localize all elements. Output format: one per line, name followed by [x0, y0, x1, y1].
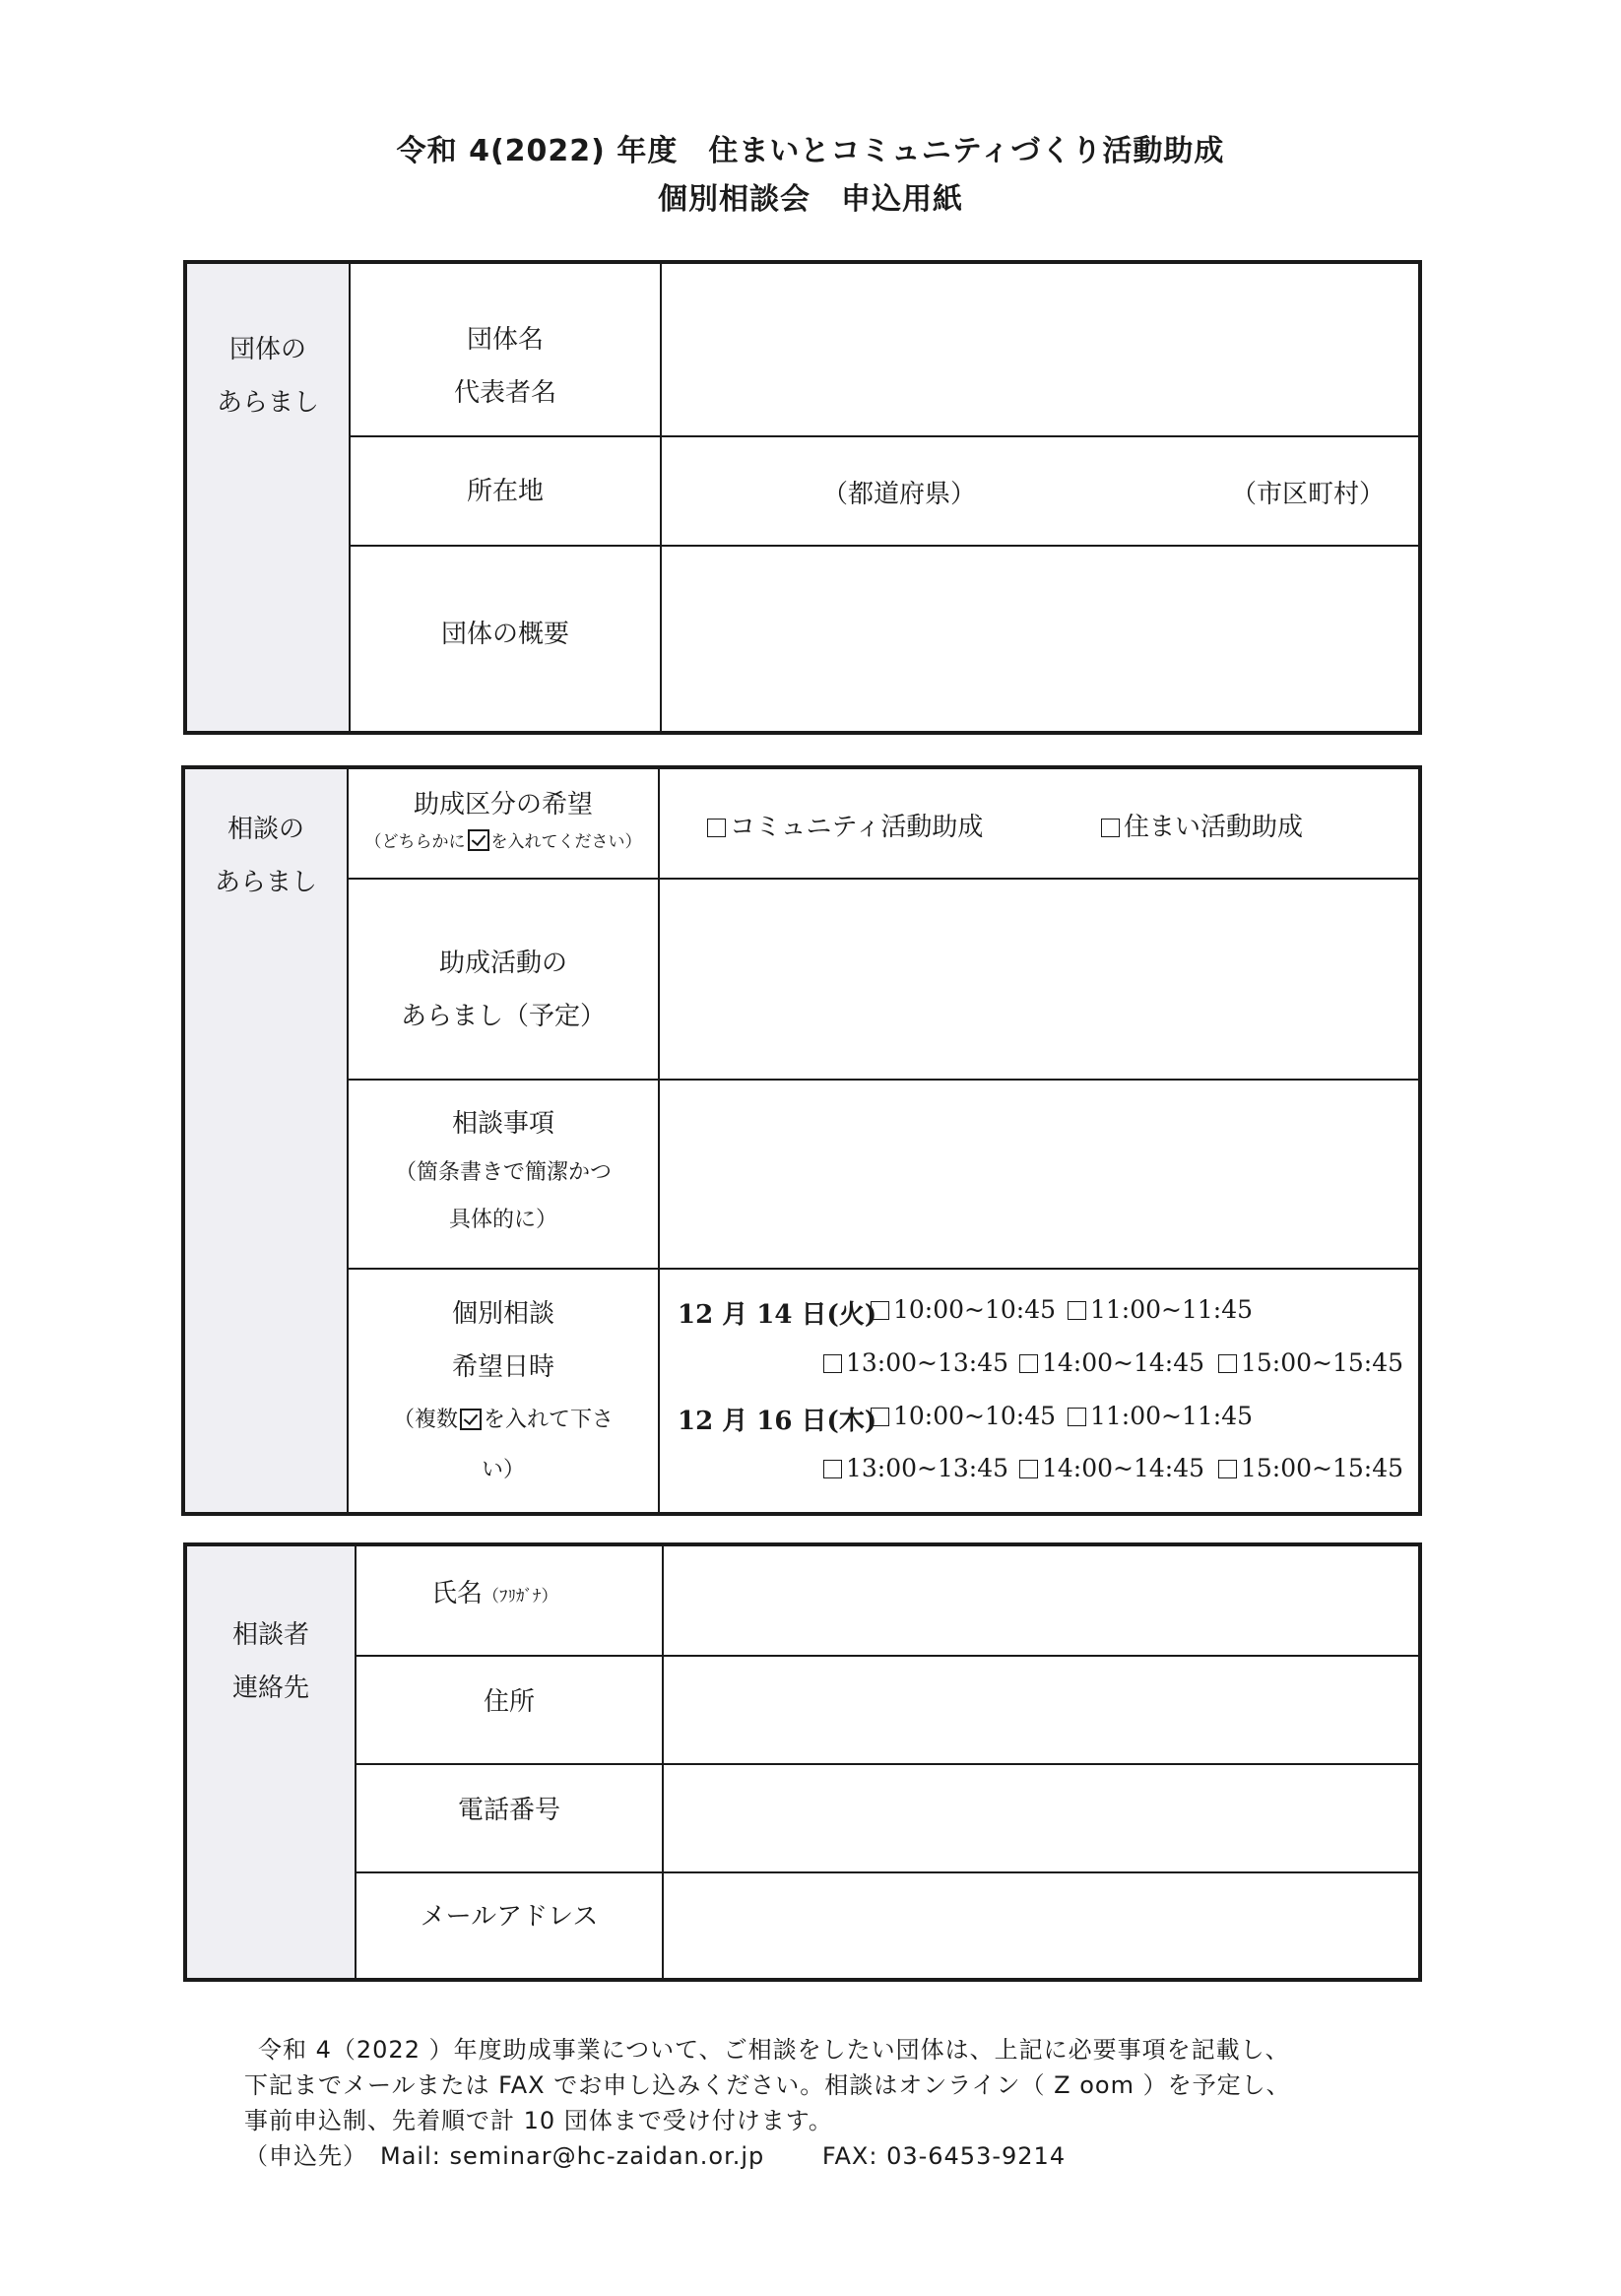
checkbox-icon[interactable]: [823, 1354, 842, 1373]
checkbox-icon[interactable]: [707, 819, 726, 837]
checkbox-icon[interactable]: [1019, 1460, 1038, 1478]
slot-dec14-1300[interactable]: [823, 1348, 1008, 1377]
form-title: 令和 4(2022) 年度 住まいとコミュニティづくり活動助成: [396, 134, 1225, 168]
row-divider: [347, 1268, 1418, 1270]
check-icon: [468, 829, 489, 851]
slot-label: 13:00~13:45: [846, 1348, 1009, 1377]
checkbox-icon[interactable]: [871, 1301, 889, 1320]
label-line: あらまし（予定）: [400, 1002, 606, 1031]
slot-dec14-1100[interactable]: [1068, 1295, 1253, 1324]
contact-name-label: [357, 1574, 662, 1616]
organization-section: [183, 260, 1422, 735]
option-label: 住まい活動助成: [1124, 813, 1304, 842]
checkbox-icon[interactable]: [823, 1460, 842, 1478]
slot-dec14-1000[interactable]: [871, 1295, 1056, 1324]
checkbox-icon[interactable]: [1019, 1354, 1038, 1373]
slot-label: 14:00~14:45: [1042, 1348, 1205, 1377]
slot-label: 11:00~11:45: [1090, 1402, 1254, 1430]
checkbox-icon[interactable]: [1101, 819, 1120, 837]
grant-type-label: [349, 783, 658, 858]
hint-text: を入れてください）: [490, 832, 642, 852]
slot-label: 15:00~15:45: [1241, 1348, 1404, 1377]
label-line: 具体的に）: [448, 1208, 557, 1232]
contact-name-field[interactable]: [664, 1546, 1418, 1655]
slot-dec14-1500[interactable]: [1218, 1348, 1403, 1377]
representative-label-line: 代表者名: [453, 378, 556, 408]
grant-type-label-text: 助成区分の希望: [413, 790, 593, 820]
label-line: （箇条書きで簡潔かつ: [394, 1160, 612, 1185]
slot-label: 15:00~15:45: [1241, 1454, 1404, 1482]
checkbox-icon[interactable]: [1218, 1354, 1237, 1373]
slot-label: 10:00~10:45: [893, 1295, 1057, 1324]
contact-email-field[interactable]: [664, 1873, 1418, 1978]
contact-side-label-1: 相談者: [231, 1620, 309, 1650]
contact-phone-label: 電話番号: [457, 1796, 560, 1825]
checkbox-icon[interactable]: [1068, 1408, 1086, 1426]
slot-dec16-1300[interactable]: [823, 1454, 1008, 1482]
organization-side-label-1: 団体の: [228, 335, 306, 364]
grant-option-community[interactable]: [707, 807, 983, 843]
label-line: 助成活動の: [438, 949, 567, 978]
activity-outline-field[interactable]: [660, 880, 1418, 1079]
instruction-line-3: 事前申込制、先着順で計 10 団体まで受け付けます。: [244, 2107, 833, 2134]
city-suffix: （市区町村）: [1231, 480, 1386, 509]
date-dec-16: 12 月 16 日(木): [678, 1407, 877, 1436]
submission-contact-line: （申込先） Mail: seminar@hc-zaidan.or.jp FAX: 03-6453-9214: [244, 2142, 1067, 2170]
instruction-line-2: 下記までメールまたは FAX でお申し込みください。相談はオンライン（ Z oom ）を予定し、: [244, 2071, 1291, 2099]
contact-email-label: メールアドレス: [420, 1902, 599, 1932]
contact-address-field[interactable]: [664, 1657, 1418, 1763]
slot-label: 14:00~14:45: [1042, 1454, 1205, 1482]
checkbox-icon[interactable]: [871, 1408, 889, 1426]
name-label-text: 氏名: [431, 1579, 484, 1608]
consultation-side-label-1: 相談の: [227, 815, 304, 844]
address-label: 所在地: [466, 477, 544, 506]
label-line: 相談事項: [451, 1109, 554, 1139]
slot-label: 11:00~11:45: [1090, 1295, 1254, 1324]
consultation-side-label-2: あらまし: [214, 868, 317, 897]
hint-text: を入れて下さ: [484, 1408, 615, 1432]
consultation-side-column: [185, 769, 349, 1512]
schedule-label: [349, 1287, 658, 1494]
grant-type-hint: [349, 826, 658, 858]
prefecture-suffix: （都道府県）: [822, 480, 977, 509]
organization-side-column: [187, 264, 351, 731]
instruction-line-1: 令和 4（2022 ）年度助成事業について、ご相談をしたい団体は、上記に必要事項を記載し、: [258, 2036, 1290, 2064]
slot-dec16-1500[interactable]: [1218, 1454, 1403, 1482]
consultation-section: [181, 765, 1422, 1516]
contact-side-label-2: 連絡先: [231, 1673, 309, 1703]
slot-label: 13:00~13:45: [846, 1454, 1009, 1482]
checkbox-icon[interactable]: [1218, 1460, 1237, 1478]
option-label: コミュニティ活動助成: [730, 813, 984, 842]
kana-label-text: （ﾌﾘｶﾞﾅ）: [483, 1587, 558, 1607]
contact-side-column: [187, 1546, 357, 1978]
check-icon: [460, 1409, 482, 1430]
contact-address-label: 住所: [483, 1687, 535, 1717]
slot-dec16-1400[interactable]: [1019, 1454, 1204, 1482]
organization-name-label: [351, 313, 660, 420]
schedule-hint: [349, 1394, 658, 1447]
contact-phone-field[interactable]: [664, 1765, 1418, 1871]
consultation-matter-field[interactable]: [660, 1081, 1418, 1268]
contact-section: [183, 1542, 1422, 1982]
hint-text: （どちらかに: [364, 832, 466, 852]
date-dec-14: 12 月 14 日(火): [678, 1300, 877, 1330]
hint-text: （複数: [392, 1408, 458, 1432]
checkbox-icon[interactable]: [1068, 1301, 1086, 1320]
organization-name-field[interactable]: [662, 264, 1418, 435]
label-line: 希望日時: [451, 1352, 554, 1382]
consultation-matter-label: [349, 1098, 658, 1244]
overview-field[interactable]: [662, 547, 1418, 731]
slot-dec16-1100[interactable]: [1068, 1402, 1253, 1430]
label-line: 個別相談: [451, 1299, 554, 1329]
activity-outline-label: [349, 937, 658, 1043]
form-subtitle: 個別相談会 申込用紙: [658, 182, 963, 217]
slot-dec16-1000[interactable]: [871, 1402, 1056, 1430]
slot-label: 10:00~10:45: [893, 1402, 1057, 1430]
organization-side-label-2: あらまし: [216, 388, 319, 418]
overview-label: 団体の概要: [440, 620, 569, 649]
application-instructions: [244, 2032, 1291, 2174]
hint-text: い）: [481, 1458, 525, 1482]
slot-dec14-1400[interactable]: [1019, 1348, 1204, 1377]
org-name-label-line: 団体名: [466, 325, 544, 355]
grant-option-housing[interactable]: [1101, 807, 1303, 843]
